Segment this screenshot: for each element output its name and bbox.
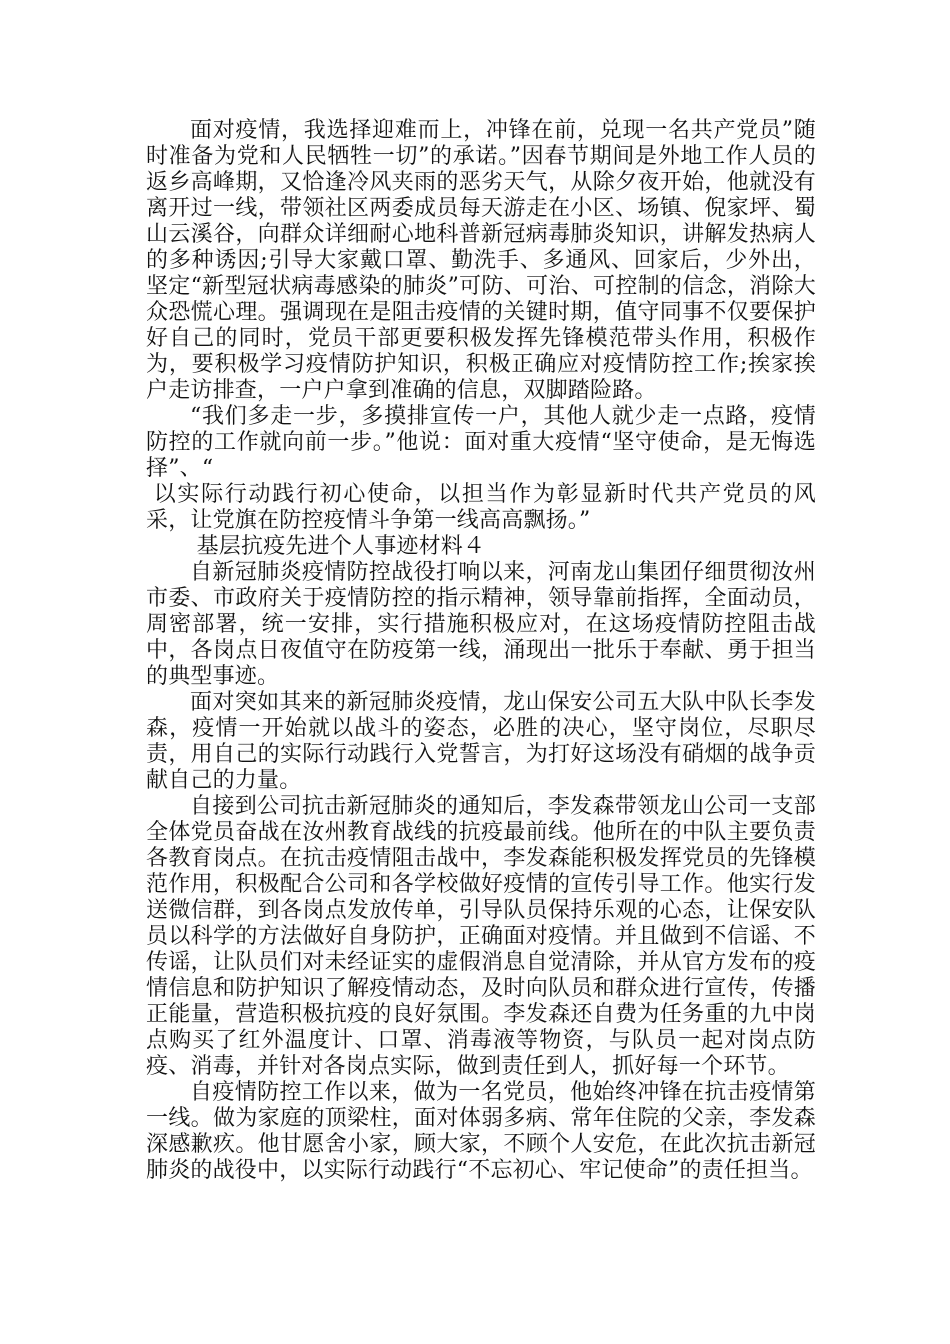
paragraph-li-fasen-intro: 面对突如其来的新冠肺炎疫情，龙山保安公司五大队中队长李发森，疫情一开始就以战斗的姿态，必胜的决心，坚守岗位，尽职尽责，用自己的实际行动践行入党誓言，为打好这场没有硝烟的战争贡献自己的力量。 xyxy=(146,690,816,793)
paragraph-party-flag: 以实际行动践行初心使命，以担当作为彰显新时代共产党员的风采，让党旗在防控疫情斗争第一线高高飘扬。” xyxy=(146,482,816,533)
paragraph-li-fasen-actions: 自接到公司抗击新冠肺炎的通知后，李发森带领龙山公司一支部全体党员奋战在汝州教育战线的抗疫最前线。他所在的中队主要负责各教育岗点。在抗击疫情阻击战中，李发森能积极发挥党员的先锋模范作用，积极配合公司和各学校做好疫情的宣传引导工作。他实行发送微信群，到各岗点发放传单，引导队员保持乐观的心态，让保安队员以科学的方法做好自身防护，正确面对疫情。并且做到不信谣、不传谣，让队员们对未经证实的虚假消息自觉清除，并从官方发布的疫情信息和防护知识了解疫情动态，及时向队员和群众进行宣传，传播正能量，营造积极抗疫的良好氛围。李发森还自费为任务重的九中岗点购买了红外温度计、口罩、消毒液等物资，与队员一起对岗点防疫、消毒，并针对各岗点实际，做到责任到人，抓好每一个环节。 xyxy=(146,794,816,1079)
paragraph-li-fasen-family: 自疫情防控工作以来，做为一名党员，他始终冲锋在抗击疫情第一线。做为家庭的顶梁柱，面对体弱多病、常年住院的父亲，李发森深感歉疚。他甘愿舍小家，顾大家，不顾个人安危，在此次抗击新冠肺炎的战役中，以实际行动践行“不忘初心、牢记使命”的责任担当。 xyxy=(146,1080,816,1183)
document-page xyxy=(146,118,816,1184)
paragraph-frontline-duty: 面对疫情，我选择迎难而上，冲锋在前，兑现一名共产党员”随时准备为党和人民牺牲一切”的承诺。”因春节期间是外地工作人员的返乡高峰期，又恰逢冷风夹雨的恶劣天气，从除夕夜开始，他就没有离开过一线，带领社区两委成员每天游走在小区、场镇、倪家坪、蜀山云溪谷，向群众详细耐心地科普新冠病毒肺炎知识，讲解发热病人的多种诱因;引导大家戴口罩、勤洗手、多通风、回家后，少外出，坚定“新型冠状病毒感染的肺炎”可防、可治、可控制的信念，消除大众恐慌心理。强调现在是阻击疫情的关键时期，值守同事不仅要保护好自己的同时，党员干部更要积极发挥先锋模范带头作用，积极作为，要积极学习疫情防护知识，积极正确应对疫情防控工作;挨家挨户走访排查，一户户拿到准确的信息，双脚踏险路。 xyxy=(146,118,816,403)
section-heading: 基层抗疫先进个人事迹材料４ xyxy=(196,534,486,559)
paragraph-longshan-group: 自新冠肺炎疫情防控战役打响以来，河南龙山集团仔细贯彻汝州市委、市政府关于疫情防控的指示精神，领导靠前指挥，全面动员，周密部署，统一安排，实行措施积极应对，在这场疫情防控阻击战中，各岗点日夜值守在防疫第一线，涌现出一批乐于奉献、勇于担当的典型事迹。 xyxy=(146,560,816,689)
paragraph-quote: “我们多走一步，多摸排宣传一户，其他人就少走一点路，疫情防控的工作就向前一步。”他说：面对重大疫情“坚守使命，是无悔选择”、“ xyxy=(146,404,816,481)
